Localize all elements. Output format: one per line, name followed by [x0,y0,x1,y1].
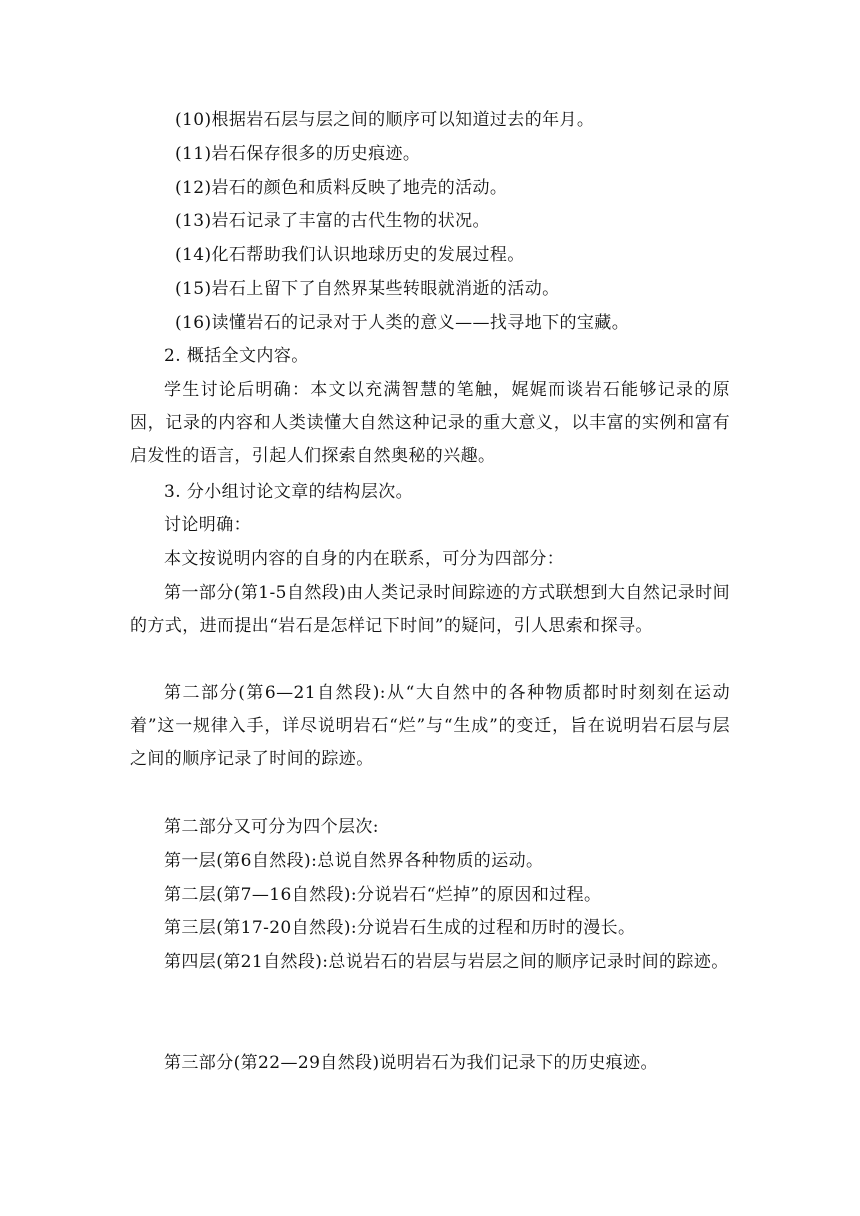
body-paragraph-level-one: 第一层(第6自然段):总说自然界各种物质的运动。 [164,851,544,871]
section-heading-summary: 2. 概括全文内容。 [164,346,309,366]
list-item-12: (12)岩石的颜色和质料反映了地壳的活动。 [175,178,508,198]
body-paragraph-part-one: 第一部分(第1-5自然段)由人类记录时间踪迹的方式联想到大自然记录时间的方式，进而提出“岩石是怎样记下时间”的疑问，引人思索和探寻。 [130,583,730,636]
list-item-10: (10)根据岩石层与层之间的顺序可以知道过去的年月。 [175,110,595,130]
body-paragraph-level-two: 第二层(第7—16自然段):分说岩石“烂掉”的原因和过程。 [164,885,602,905]
section-heading-structure: 3. 分小组讨论文章的结构层次。 [164,482,414,502]
list-item-14: (14)化石帮助我们认识地球历史的发展过程。 [175,245,525,265]
list-item-13: (13)岩石记录了丰富的古代生物的状况。 [175,211,490,231]
body-paragraph-part-two-levels: 第二部分又可分为四个层次: [164,817,379,837]
body-paragraph-part-two: 第二部分(第6—21自然段):从“大自然中的各种物质都时时刻刻在运动着”这一规律入手，详尽说明岩石“烂”与“生成”的变迁，旨在说明岩石层与层之间的顺序记录了时间的踪迹。 [130,683,730,769]
body-paragraph-discussion: 讨论明确： [164,515,251,535]
list-item-16: (16)读懂岩石的记录对于人类的意义——找寻地下的宝藏。 [175,313,630,333]
body-paragraph-level-four: 第四层(第21自然段):总说岩石的岩层与岩层之间的顺序记录时间的踪迹。 [164,952,729,972]
body-paragraph-four-parts: 本文按说明内容的自身的内在联系，可分为四部分： [164,549,565,569]
list-item-15: (15)岩石上留下了自然界某些转眼就消逝的活动。 [175,279,560,299]
list-item-11: (11)岩石保存很多的历史痕迹。 [175,144,421,164]
body-paragraph-part-three: 第三部分(第22—29自然段)说明岩石为我们记录下的历史痕迹。 [164,1053,658,1073]
body-paragraph-level-three: 第三层(第17-20自然段):分说岩石生成的过程和历时的漫长。 [164,918,636,938]
body-paragraph-summary: 学生讨论后明确：本文以充满智慧的笔触，娓娓而谈岩石能够记录的原因，记录的内容和人类读懂大自然这种记录的重大意义，以丰富的实例和富有启发性的语言，引起人们探索自然奥秘的兴趣。 [130,380,730,466]
